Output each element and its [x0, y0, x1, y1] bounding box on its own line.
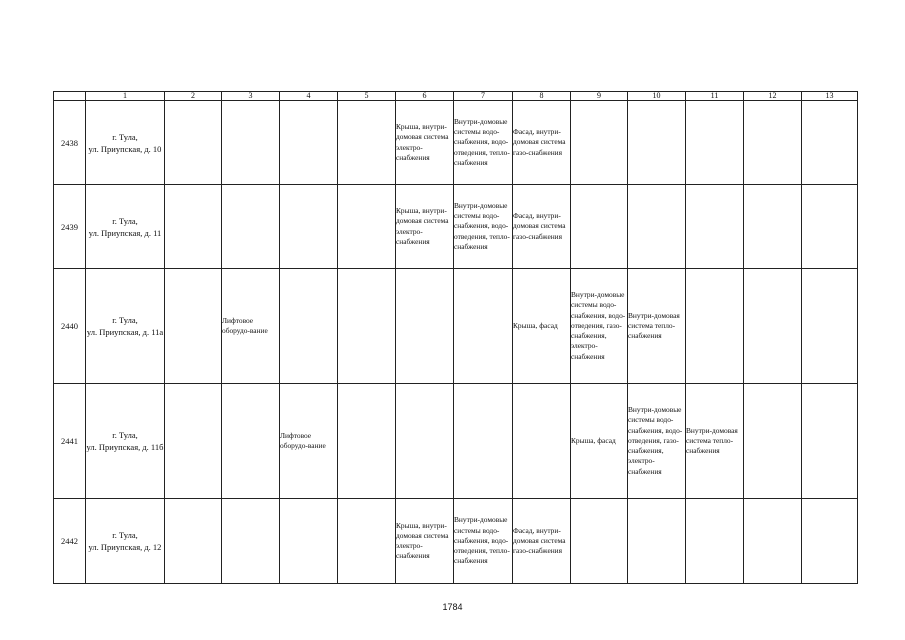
work-cell-col-11	[686, 185, 744, 269]
work-cell-col-4	[280, 384, 338, 499]
address-street: ул. Приупская, д. 11б	[86, 442, 164, 452]
work-cell-col-13	[802, 101, 858, 185]
work-cell-col-12	[744, 269, 802, 384]
col-header-9: 9	[571, 92, 628, 101]
work-cell-col-13	[802, 185, 858, 269]
work-text: Внутри-домовая система тепло-снабжения	[628, 310, 680, 341]
work-cell-col-3	[222, 185, 280, 269]
work-cell-col-2	[165, 185, 222, 269]
work-cell-col-13	[802, 269, 858, 384]
col-header-1: 1	[86, 92, 165, 101]
work-cell-col-6	[396, 384, 454, 499]
work-cell-col-11	[686, 101, 744, 185]
work-cell-col-6	[396, 185, 454, 269]
work-cell-col-4	[280, 269, 338, 384]
address-cell	[86, 185, 165, 269]
work-text: Лифтовое оборудо-вание	[280, 430, 326, 450]
col-header-4: 4	[280, 92, 338, 101]
col-header-2: 2	[165, 92, 222, 101]
work-cell-col-5	[338, 185, 396, 269]
col-header-10: 10	[628, 92, 686, 101]
work-cell-col-13	[802, 384, 858, 499]
page-number: 1784	[442, 602, 463, 612]
work-cell-col-9	[571, 499, 628, 584]
address-street: ул. Приупская, д. 11	[88, 227, 162, 238]
work-text: Внутри-домовые системы водо-снабжения, водо-отведения, газо-снабжения, электро-снабжения	[571, 290, 626, 361]
address-city: г. Тула,	[112, 131, 138, 142]
work-cell-col-9	[571, 269, 628, 384]
work-cell-col-12	[744, 185, 802, 269]
work-cell-col-6	[396, 269, 454, 384]
col-header-7: 7	[454, 92, 513, 101]
work-text: Внутри-домовые системы водо-снабжения, водо-отведения, тепло-снабжения	[454, 200, 510, 251]
work-cell-col-5	[338, 269, 396, 384]
col-header-8: 8	[513, 92, 571, 101]
work-cell-col-12	[744, 499, 802, 584]
work-text: Фасад, внутри-домовая система газо-снабжения	[513, 525, 566, 556]
work-cell-col-5	[338, 101, 396, 185]
work-cell-col-8	[513, 101, 571, 185]
work-cell-col-3	[222, 499, 280, 584]
work-cell-col-2	[165, 269, 222, 384]
work-cell-col-8	[513, 185, 571, 269]
row-number: 2439	[54, 185, 86, 269]
work-cell-col-7	[454, 101, 513, 185]
work-text: Крыша, фасад	[513, 320, 558, 330]
work-cell-col-7	[454, 269, 513, 384]
work-cell-col-12	[744, 384, 802, 499]
work-text: Крыша, фасад	[571, 435, 616, 445]
work-cell-col-7	[454, 384, 513, 499]
work-cell-col-7	[454, 499, 513, 584]
work-cell-col-10	[628, 185, 686, 269]
col-header-3: 3	[222, 92, 280, 101]
row-number: 2441	[54, 384, 86, 499]
work-cell-col-13	[802, 499, 858, 584]
work-text: Внутри-домовые системы водо-снабжения, водо-отведения, газо-снабжения, электро-снабжения	[628, 405, 683, 476]
work-text: Крыша, внутри-домовая система электро-снабжения	[396, 206, 449, 246]
table-row	[54, 384, 858, 499]
work-cell-col-2	[165, 384, 222, 499]
work-text: Лифтовое оборудо-вание	[222, 315, 268, 335]
row-number: 2440	[54, 269, 86, 384]
table-row	[54, 185, 858, 269]
work-cell-col-2	[165, 101, 222, 185]
col-header-11: 11	[686, 92, 744, 101]
work-cell-col-6	[396, 499, 454, 584]
work-text: Крыша, внутри-домовая система электро-снабжения	[396, 122, 449, 162]
work-cell-col-9	[571, 185, 628, 269]
work-cell-col-10	[628, 499, 686, 584]
work-cell-col-6	[396, 101, 454, 185]
work-cell-col-8	[513, 384, 571, 499]
work-cell-col-11	[686, 499, 744, 584]
address-cell	[86, 384, 165, 499]
work-text: Внутри-домовые системы водо-снабжения, водо-отведения, тепло-снабжения	[454, 116, 510, 167]
work-text: Крыша, внутри-домовая система электро-снабжения	[396, 520, 449, 561]
work-cell-col-4	[280, 101, 338, 185]
address-city: г. Тула,	[112, 215, 138, 226]
work-cell-col-9	[571, 101, 628, 185]
work-text: Фасад, внутри-домовая система газо-снабжения	[513, 211, 566, 241]
address-city: г. Тула,	[112, 315, 138, 325]
table-row	[54, 269, 858, 384]
work-cell-col-10	[628, 101, 686, 185]
work-cell-col-3	[222, 101, 280, 185]
work-text: Фасад, внутри-домовая система газо-снабжения	[513, 127, 566, 157]
work-cell-col-8	[513, 269, 571, 384]
work-cell-col-5	[338, 384, 396, 499]
col-header-13: 13	[802, 92, 858, 101]
work-cell-col-4	[280, 185, 338, 269]
address-street: ул. Приупская, д. 11а	[86, 327, 164, 337]
work-text: Внутри-домовая система тепло-снабжения	[686, 425, 738, 456]
work-text: Внутри-домовые системы водо-снабжения, водо-отведения, тепло-снабжения	[454, 515, 510, 566]
address-cell	[86, 499, 165, 584]
work-cell-col-7	[454, 185, 513, 269]
row-number: 2438	[54, 101, 86, 185]
address-city: г. Тула,	[112, 530, 138, 540]
work-cell-col-8	[513, 499, 571, 584]
address-city: г. Тула,	[112, 430, 138, 440]
program-table	[53, 91, 858, 584]
work-cell-col-9	[571, 384, 628, 499]
col-header-6: 6	[396, 92, 454, 101]
work-cell-col-4	[280, 499, 338, 584]
work-cell-col-3	[222, 269, 280, 384]
work-cell-col-2	[165, 499, 222, 584]
col-header-5: 5	[338, 92, 396, 101]
address-cell	[86, 269, 165, 384]
col-header-num	[54, 92, 86, 101]
address-street: ул. Приупская, д. 10	[88, 143, 162, 154]
work-cell-col-11	[686, 384, 744, 499]
work-cell-col-11	[686, 269, 744, 384]
work-cell-col-12	[744, 101, 802, 185]
header-row	[54, 92, 858, 101]
work-cell-col-5	[338, 499, 396, 584]
address-cell	[86, 101, 165, 185]
col-header-12: 12	[744, 92, 802, 101]
row-number: 2442	[54, 499, 86, 584]
table-row	[54, 101, 858, 185]
table-row	[54, 499, 858, 584]
address-street: ул. Приупская, д. 12	[88, 542, 162, 552]
work-cell-col-3	[222, 384, 280, 499]
work-cell-col-10	[628, 384, 686, 499]
work-cell-col-10	[628, 269, 686, 384]
